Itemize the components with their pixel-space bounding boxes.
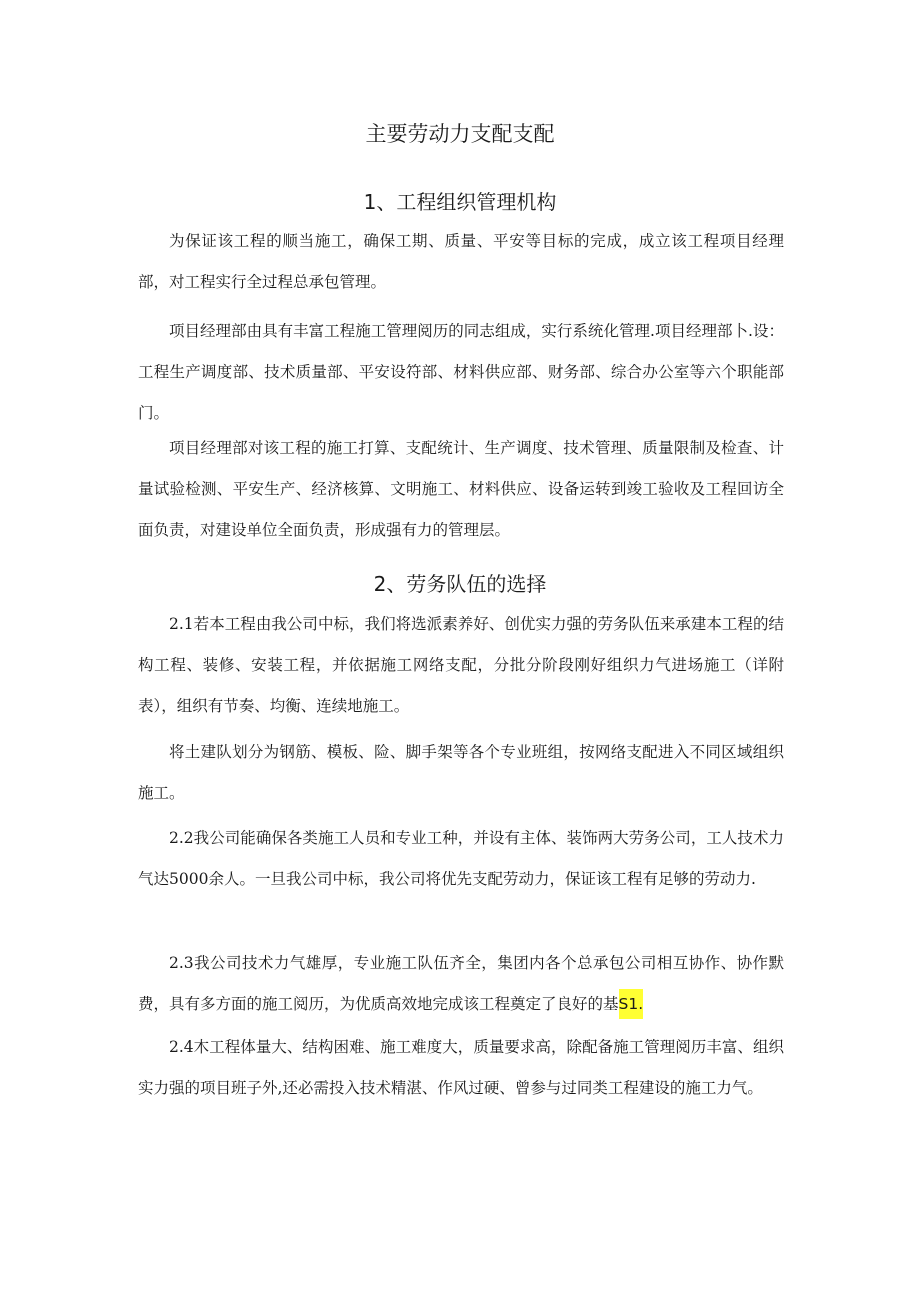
highlighted-text: S1. [619,989,644,1019]
paragraph: 将土建队划分为钢筋、模板、险、脚手架等各个专业班组，按网络支配进入不同区域组织施工。 [138,743,784,802]
paragraph-text: 2.3我公司技术力气雄厚，专业施工队伍齐全，集团内各个总承包公司相互协作、协作默费，具有多方面的施工阅历，为优质高效地完成该工程奠定了良好的基 [138,954,784,1013]
paragraph: 2.4木工程体量大、结构困难、施工难度大，质量要求高，除配备施工管理阅历丰富、组织实力强的项目班子外,还必需投入技术精湛、作风过硬、曾参与过同类工程建设的施工力气。 [138,1038,784,1097]
document-title: 主要劳动力支配支配 [365,122,555,146]
paragraph: 项目经理部对该工程的施工打算、支配统计、生产调度、技术管理、质量限制及检查、计量试验检测、平安生产、经济核算、文明施工、材料供应、设备运转到竣工验收及工程回访全面负责，对建设单位全面负责，形成强有力的管理层。 [138,439,784,539]
paragraph: 为保证该工程的顺当施工，确保工期、质量、平安等目标的完成，成立该工程项目经理部，对工程实行全过程总承包管理。 [138,232,784,291]
paragraph: 项目经理部由具有丰富工程施工管理阅历的同志组成，实行系统化管理.项目经理部卜.设：工程生产调度部、技术质量部、平安设符部、材料供应部、财务部、综合办公室等六个职能部门。 [138,322,784,422]
section-heading-1: 1、工程组织管理机构 [363,190,557,214]
section-heading-2: 2、劳务队伍的选择 [373,572,547,596]
paragraph-with-highlight [138,943,784,1025]
paragraph: 2.2我公司能确保各类施工人员和专业工种，并设有主体、装饰两大劳务公司，工人技术力气达5000余人。一旦我公司中标，我公司将优先支配劳动力，保证该工程有足够的劳动力. [138,829,784,888]
paragraph: 2.1若本工程由我公司中标，我们将选派素养好、创优实力强的劳务队伍来承建本工程的结构工程、装修、安装工程，并依据施工网络支配，分批分阶段刚好组织力气进场施工（详附表），组织有节奏、均衡、连续地施工。 [138,615,784,715]
